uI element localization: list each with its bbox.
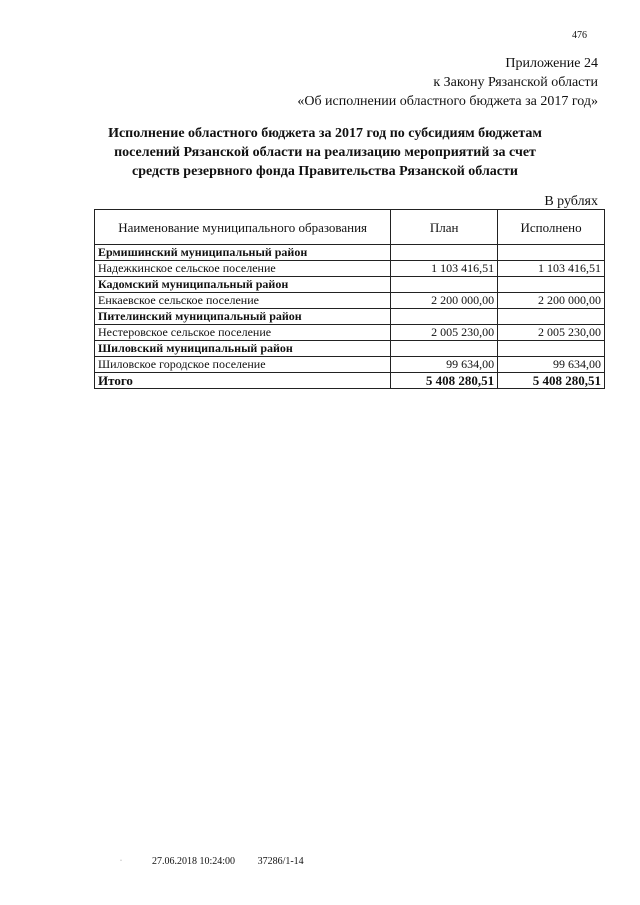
- appendix-law: к Закону Рязанской области: [433, 75, 598, 90]
- total-plan: 5 408 280,51: [391, 373, 498, 389]
- appendix-header: [297, 54, 598, 111]
- district-executed-empty: [498, 277, 605, 293]
- settlement-name: Шиловское городское поселение: [95, 357, 391, 373]
- title-line-1: Исполнение областного бюджета за 2017 год по субсидиям бюджетам: [108, 126, 542, 141]
- total-executed: 5 408 280,51: [498, 373, 605, 389]
- appendix-number: Приложение 24: [505, 56, 598, 71]
- district-plan-empty: [391, 277, 498, 293]
- settlement-name: Надежкинское сельское поселение: [95, 261, 391, 277]
- district-name: Ермишинский муниципальный район: [95, 245, 391, 261]
- total-row: [95, 373, 605, 389]
- settlement-plan: 2 005 230,00: [391, 325, 498, 341]
- total-label: Итого: [95, 373, 391, 389]
- district-row: [95, 245, 605, 261]
- footer-mark: ·: [120, 858, 122, 864]
- table-header-row: [95, 210, 605, 245]
- district-name: Шиловский муниципальный район: [95, 341, 391, 357]
- table-row: [95, 293, 605, 309]
- settlement-plan: 99 634,00: [391, 357, 498, 373]
- budget-table: [94, 209, 605, 389]
- settlement-plan: 1 103 416,51: [391, 261, 498, 277]
- header-name: Наименование муниципального образования: [95, 210, 391, 245]
- district-row: [95, 277, 605, 293]
- district-row: [95, 309, 605, 325]
- district-row: [95, 341, 605, 357]
- title-line-3: средств резервного фонда Правительства Рязанской области: [132, 164, 518, 179]
- settlement-plan: 2 200 000,00: [391, 293, 498, 309]
- appendix-law-title: «Об исполнении областного бюджета за 2017 год»: [297, 94, 598, 109]
- footer-doc-id: 37286/1-14: [257, 856, 304, 867]
- settlement-name: Енкаевское сельское поселение: [95, 293, 391, 309]
- district-executed-empty: [498, 309, 605, 325]
- table-row: [95, 261, 605, 277]
- district-name: Пителинский муниципальный район: [95, 309, 391, 325]
- page-number: 476: [572, 30, 587, 41]
- settlement-executed: 2 200 000,00: [498, 293, 605, 309]
- district-plan-empty: [391, 245, 498, 261]
- settlement-executed: 2 005 230,00: [498, 325, 605, 341]
- footer-timestamp: 27.06.2018 10:24:00: [152, 856, 236, 867]
- header-plan: План: [391, 210, 498, 245]
- header-executed: Исполнено: [498, 210, 605, 245]
- table-row: [95, 357, 605, 373]
- table-row: [95, 325, 605, 341]
- settlement-name: Нестеровское сельское поселение: [95, 325, 391, 341]
- settlement-executed: 1 103 416,51: [498, 261, 605, 277]
- district-plan-empty: [391, 341, 498, 357]
- footer-stamp: [152, 856, 304, 867]
- document-title: [60, 124, 590, 181]
- settlement-executed: 99 634,00: [498, 357, 605, 373]
- district-name: Кадомский муниципальный район: [95, 277, 391, 293]
- currency-note: В рублях: [544, 194, 598, 209]
- district-executed-empty: [498, 245, 605, 261]
- district-executed-empty: [498, 341, 605, 357]
- district-plan-empty: [391, 309, 498, 325]
- title-line-2: поселений Рязанской области на реализацию мероприятий за счет: [114, 145, 536, 160]
